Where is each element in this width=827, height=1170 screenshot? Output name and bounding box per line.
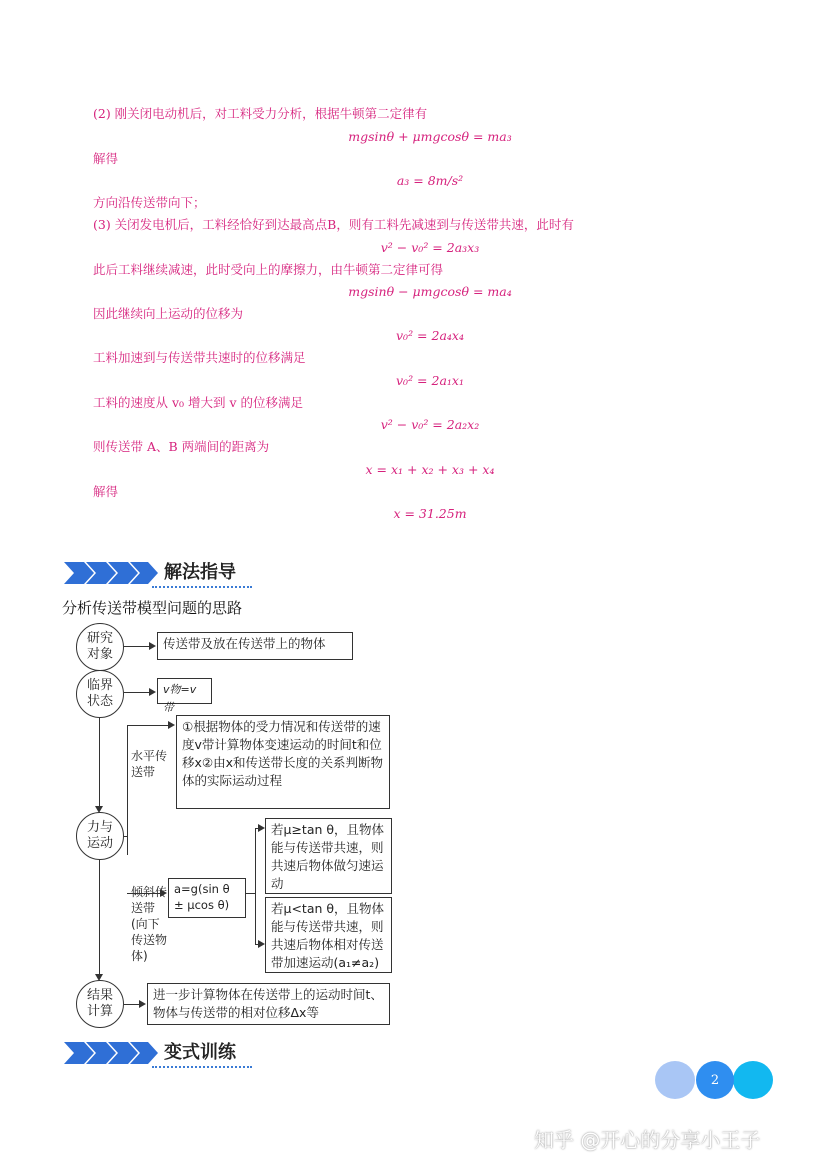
label-incline-belt: 倾斜传送带(向下传送物体) xyxy=(131,885,168,963)
equation: x = x₁ + x₂ + x₃ + x₄ xyxy=(365,462,495,477)
box-horizontal: ①根据物体的受力情况和传送带的速度v带计算物体变速运动的时间t和位移x②由x和传送带长度的关系判断物体的实际运动过程 xyxy=(176,715,390,809)
solution-line: 解得 xyxy=(93,484,119,499)
node-result-calc: 结果计算 xyxy=(76,980,124,1028)
box-incline-accel: a=g(sin θ ± μcos θ) xyxy=(168,878,246,918)
box-result: 进一步计算物体在传送带上的运动时间t、物体与传送带的相对位移Δx等 xyxy=(147,983,390,1025)
solution-line: 工料的速度从 v₀ 增大到 v 的位移满足 xyxy=(93,395,304,410)
solution-line: (3) 关闭发电机后，工料经恰好到达最高点B，则有工料先减速到与传送带共速，此时有 xyxy=(93,217,574,232)
equation: v₀² = 2a₄x₄ xyxy=(396,328,464,343)
equation: mgsinθ − μmgcosθ = ma₄ xyxy=(348,284,512,299)
equation: v₀² = 2a₁x₁ xyxy=(396,373,464,388)
equation: x = 31.25m xyxy=(393,506,467,521)
section-title: 变式训练 xyxy=(164,1042,236,1063)
node-critical-state: 临界状态 xyxy=(76,670,124,718)
section-title: 解法指导 xyxy=(164,562,236,583)
solution-line: 工料加速到与传送带共速时的位移满足 xyxy=(93,350,306,365)
node-research-object: 研究对象 xyxy=(76,623,124,671)
solution-line: 因此继续向上运动的位移为 xyxy=(93,306,244,321)
equation: a₃ = 8m/s² xyxy=(396,173,464,188)
section-banner xyxy=(64,1040,254,1068)
dotted-underline xyxy=(152,1066,252,1068)
box-object: 传送带及放在传送带上的物体 xyxy=(157,632,353,660)
equation: mgsinθ + μmgcosθ = ma₃ xyxy=(348,129,512,144)
decor-circle xyxy=(655,1061,695,1099)
node-force-motion: 力与运动 xyxy=(76,812,124,860)
box-mu-ge-tan: 若μ≥tan θ，且物体能与传送带共速，则共速后物体做匀速运动 xyxy=(265,818,392,894)
chevron-arrows-icon xyxy=(64,1040,160,1066)
decor-circle xyxy=(733,1061,773,1099)
equation: v² − v₀² = 2a₂x₂ xyxy=(380,417,480,432)
box-mu-lt-tan: 若μ<tan θ，且物体能与传送带共速，则共速后物体相对传送带加速运动(a₁≠a₂) xyxy=(265,897,392,973)
box-critical: v物=v带 xyxy=(157,678,212,704)
solution-line: 则传送带 A、B 两端间的距离为 xyxy=(93,439,270,454)
label-horizontal-belt: 水平传送带 xyxy=(131,749,168,779)
equation: v² − v₀² = 2a₃x₃ xyxy=(380,240,480,255)
solution-line: 此后工料继续减速，此时受向上的摩擦力，由牛顿第二定律可得 xyxy=(93,262,444,277)
page-number: 2 xyxy=(696,1061,734,1099)
solution-line: (2) 刚关闭电动机后，对工料受力分析，根据牛顿第二定律有 xyxy=(93,106,428,121)
solution-line: 方向沿传送带向下； xyxy=(93,195,206,210)
solution-line: 解得 xyxy=(93,151,119,166)
subtitle: 分析传送带模型问题的思路 xyxy=(62,599,243,617)
watermark: 知乎 @开心的分享小王子 xyxy=(534,1128,761,1152)
